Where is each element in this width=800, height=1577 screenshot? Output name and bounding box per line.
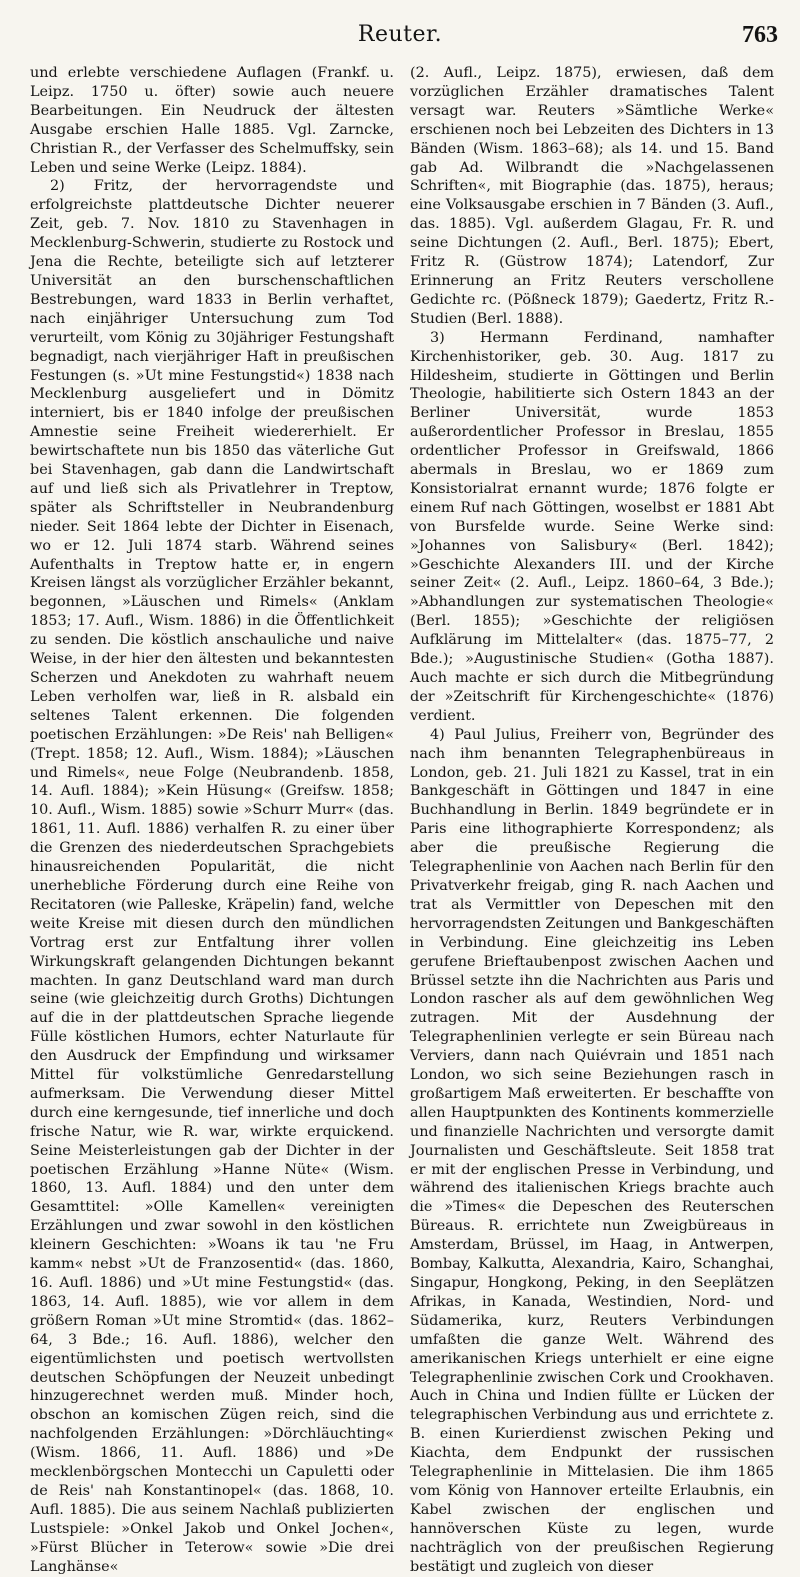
paragraph-reuter-christian-cont: und erlebte verschiedene Auflagen (Frankf. u. Leipz. 1750 u. öfter) sowie auch neuere Bearbeitungen. Ein Neudruck der ältesten Ausgabe erschien Halle 1885. Vgl. Zarncke, Christian R., der Verfasser des Schelmuffsky, sein Leben und seine Werke (Leipz. 1884).: [30, 65, 394, 176]
paragraph-reuter-hermann: 3) Hermann Ferdinand, namhafter Kirchenhistoriker, geb. 30. Aug. 1817 zu Hildesheim, studierte in Göttingen und Berlin Theologie, habilitierte sich Ostern 1843 an der Berliner Universität, wurde 1853 außerordentlicher Professor in Breslau, 1855 ordentlicher Professor in Greifswald, 1866 abermals in Breslau, wo er 1869 zum Konsistorialrat ernannt wurde; 1876 folgte er einem Ruf nach Göttingen, woselbst er 1881 Abt von Bursfelde wurde. Seine Werke sind: »Johannes von Salisbury« (Berl. 1842); »Geschichte Alexanders III. und der Kirche seiner Zeit« (2. Aufl., Leipz. 1860–64, 3 Bde.); »Abhandlungen zur systematischen Theologie« (Berl. 1855); »Geschichte der religiösen Aufklärung im Mittelalter« (das. 1875–77, 2 Bde.); »Augustinische Studien« (Gotha 1887). Auch machte er sich durch die Mitbegründung der »Zeitschrift für Kirchengeschichte« (1876) verdient.: [410, 329, 774, 724]
paragraph-reuter-fritz-cont: (2. Aufl., Leipz. 1875), erwiesen, daß dem vorzüglichen Erzähler dramatisches Talent versagt war. Reuters »Sämtliche Werke« erschienen noch bei Lebzeiten des Dichters in 13 Bänden (Wism. 1863–68); als 14. und 15. Band gab Ad. Wilbrandt die »Nachgelassenen Schriften«, mit Biographie (das. 1875), heraus; eine Volksausgabe erschien in 7 Bänden (3. Aufl., das. 1885). Vgl. außerdem Glagau, Fr. R. und seine Dichtungen (2. Aufl., Berl. 1875); Ebert, Fritz R. (Güstrow 1874); Latendorf, Zur Erinnerung an Fritz Reuters verschollene Gedichte rc. (Pößneck 1879); Gaedertz, Fritz R.-Studien (Berl. 1888).: [410, 65, 774, 327]
page-header: [0, 22, 800, 62]
left-column: [30, 64, 394, 1575]
paragraph-reuter-fritz: 2) Fritz, der hervorragendste und erfolgreichste plattdeutsche Dichter neuerer Zeit, geb. 7. Nov. 1810 zu Stavenhagen in Mecklenburg-Schwerin, studierte zu Rostock und Jena die Rechte, beteiligte sich auf letzterer Universität an den burschenschaftlichen Bestrebungen, ward 1833 in Berlin verhaftet, nach einjähriger Untersuchung zum Tod verurteilt, vom König zu 30jähriger Festungshaft begnadigt, nach vierjähriger Haft in preußischen Festungen (s. »Ut mine Festungstid«) 1838 nach Mecklenburg ausgeliefert und in Dömitz interniert, bis er 1840 infolge der preußischen Amnestie seine Freiheit wiedererhielt. Er bewirtschaftete nun bis 1850 das väterliche Gut bei Stavenhagen, gab dann die Landwirtschaft auf und ließ sich als Privatlehrer in Treptow, später als Schriftsteller in Neubrandenburg nieder. Seit 1864 lebte der Dichter in Eisenach, wo er 12. Juli 1874 starb. Während seines Aufenthalts in Treptow hatte er, in engern Kreisen längst als vorzüglicher Erzähler bekannt, begonnen, »Läuschen und Rimels« (Anklam 1853; 17. Aufl., Wism. 1886) in die Öffentlichkeit zu senden. Die köstlich anschauliche und naive Weise, in der hier den ältesten und bekanntesten Scherzen und Anekdoten zu wahrhaft neuem Leben verholfen war, ließ in R. alsbald ein seltenes Talent erkennen. Die folgenden poetischen Erzählungen: »De Reis' nah Belligen« (Trept. 1858; 12. Aufl., Wism. 1884); »Läuschen und Rimels«, neue Folge (Neubrandenb. 1858, 14. Aufl. 1884); »Kein Hüsung« (Greifsw. 1858; 10. Aufl., Wism. 1885) sowie »Schurr Murr« (das. 1861, 11. Aufl. 1886) verhalfen R. zu einer über die Grenzen des niederdeutschen Sprachgebiets hinausreichenden Popularität, die nicht unerhebliche Förderung durch eine Reihe von Recitatoren (wie Palleske, Kräpelin) fand, welche weite Kreise mit diesen durch den mündlichen Vortrag erst zur Entfaltung ihrer vollen Wirkungskraft gelangenden Dichtungen bekannt machten. In ganz Deutschland ward man durch seine (wie gleichzeitig durch Groths) Dichtungen auf die in der plattdeutschen Sprache liegende Fülle köstlichen Humors, echter Naturlaute für den Ausdruck der Empfindung und wirksamer Mittel für volkstümliche Genredarstellung aufmerksam. Die Verwendung dieser Mittel durch eine kerngesunde, tief innerliche und doch frische Natur, wie R. war, wirkte erquickend. Seine Meisterleistungen gab der Dichter in der poetischen Erzählung »Hanne Nüte« (Wism. 1860, 13. Aufl. 1884) und den unter dem Gesamttitel: »Olle Kamellen« vereinigten Erzählungen und zwar sowohl in den köstlichen kleinern Geschichten: »Woans ik tau 'ne Fru kamm« nebst »Ut de Franzosentid« (das. 1860, 16. Aufl. 1886) und »Ut mine Festungstid« (das. 1863, 14. Aufl. 1885), wie vor allem in dem größern Roman »Ut mine Stromtid« (das. 1862–64, 3 Bde.; 16. Aufl. 1886), welcher den eigentümlichsten und poetisch wertvollsten deutschen Schöpfungen der Neuzeit unbedingt hinzugerechnet werden muß. Minder hoch, obschon an komischen Zügen reich, sind die nachfolgenden Erzählungen: »Dörchläuchting« (Wism. 1866, 11. Aufl. 1886) und »De mecklenbörgschen Montecchi un Capuletti oder de Reis' nah Konstantinopel« (das. 1868, 10. Aufl. 1885). Die aus seinem Nachlaß publizierten Lustspiele: »Onkel Jakob und Onkel Jochen«, »Fürst Blücher in Teterow« sowie »Die drei Langhänse«: [30, 178, 394, 1575]
page-number: 763: [742, 22, 778, 48]
paragraph-reuter-paul-julius: 4) Paul Julius, Freiherr von, Begründer des nach ihm benannten Telegraphenbüreaus in London, geb. 21. Juli 1821 zu Kassel, trat in ein Bankgeschäft in Göttingen und 1847 in eine Buchhandlung in Berlin. 1849 begründete er in Paris eine lithographierte Korrespondenz; als aber die preußische Regierung die Telegraphenlinie von Aachen nach Berlin für den Privatverkehr freigab, ging R. nach Aachen und trat als Vermittler von Depeschen mit den hervorragendsten Zeitungen und Bankgeschäften in Verbindung. Eine gleichzeitig ins Leben gerufene Brieftaubenpost zwischen Aachen und Brüssel setzte ihn die Nachrichten aus Paris und London rascher als auf dem gewöhnlichen Weg zutragen. Mit der Ausdehnung der Telegraphenlinien verlegte er sein Büreau nach Verviers, dann nach Quiévrain und 1851 nach London, wo sich seine Beziehungen rasch in großartigem Maß erweiterten. Er beschaffte von allen Hauptpunkten des Kontinents kommerzielle und finanzielle Nachrichten und versorgte damit Journalisten und Geschäftsleute. Seit 1858 trat er mit der englischen Presse in Verbindung, und während des italienischen Kriegs brachte auch die »Times« die Depeschen des Reuterschen Büreaus. R. errichtete nun Zweigbüreaus in Amsterdam, Brüssel, im Haag, in Antwerpen, Bombay, Kalkutta, Alexandria, Kairo, Schanghai, Singapur, Hongkong, Peking, in den Seeplätzen Afrikas, in Kanada, Westindien, Nord- und Südamerika, kurz, Reuters Verbindungen umfaßten die ganze Welt. Während des amerikanischen Kriegs unterhielt er eine eigne Telegraphenlinie zwischen Cork und Crookhaven. Auch in China und Indien füllte er Lücken der telegraphischen Verbindung aus und errichtete z. B. einen Kurierdienst zwischen Peking und Kiachta, dem Endpunkt der russischen Telegraphenlinie in Mittelasien. Die ihm 1865 vom König von Hannover erteilte Erlaubnis, ein Kabel zwischen der englischen und hannöverschen Küste zu legen, wurde nachträglich von der preußischen Regierung bestätigt und zugleich von dieser: [410, 726, 774, 1575]
right-column: [410, 64, 774, 1575]
running-head-title: Reuter.: [357, 22, 443, 47]
